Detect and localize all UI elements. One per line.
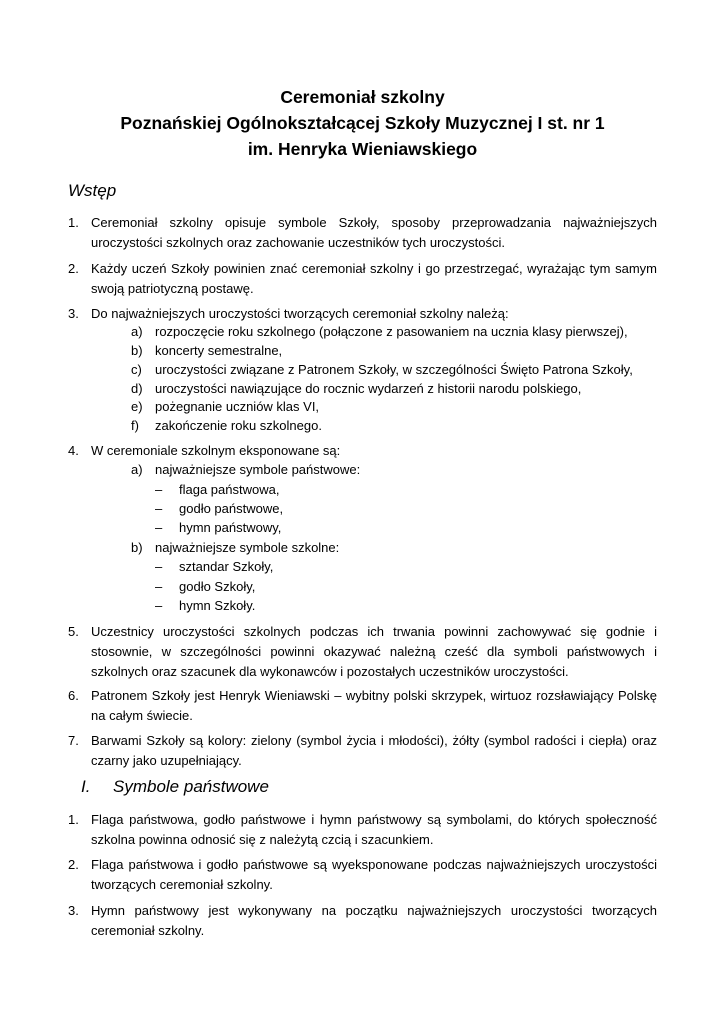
sublist-item [131, 360, 633, 380]
item-text: Ceremoniał szkolny opisuje symbole Szkoły, sposoby przeprowadzania najważniejszych uroczystości szkolnych oraz zachowanie uczestników tych uroczystości. [91, 215, 657, 250]
sublist-item [131, 341, 282, 361]
sublist-item [131, 379, 581, 399]
bullet-text: hymn Szkoły. [179, 598, 256, 613]
intro-item-5 [68, 622, 657, 682]
dash-bullet: – [155, 559, 163, 574]
sublist-label: a) [131, 462, 143, 477]
bullet-text: flaga państwowa, [179, 482, 280, 497]
sublist-item [131, 416, 322, 436]
intro-item-2 [68, 259, 657, 299]
sublist-label: b) [131, 343, 143, 358]
item-number: 6. [68, 688, 79, 703]
item-text: Każdy uczeń Szkoły powinien znać ceremoniał szkolny i go przestrzegać, wyrażając tym samym swoją patriotyczną postawę. [91, 261, 657, 296]
title-line-1: Ceremoniał szkolny [280, 87, 445, 107]
bullet-text: godło państwowe, [179, 501, 284, 516]
sublist-item [131, 538, 339, 558]
intro-item-6 [68, 686, 657, 726]
item-number: 1. [68, 215, 79, 230]
section-1-item-2 [68, 855, 657, 895]
section-1-item-3 [68, 901, 657, 941]
sublist-label: d) [131, 381, 143, 396]
item-text: Do najważniejszych uroczystości tworzących ceremoniał szkolny należą: [91, 306, 509, 321]
item-text: Uczestnicy uroczystości szkolnych podczas ich trwania powinni zachowywać się godnie i stosownie, w szczególności powinni okazywać należną cześć dla symboli państwowych i szkolnych oraz szacunek dla wykonawców i pozostałych uczestników uroczystości. [91, 624, 657, 679]
dash-bullet: – [155, 501, 163, 516]
sublist-item [131, 397, 319, 417]
bullet-item [155, 480, 279, 500]
title-line-3: im. Henryka Wieniawskiego [247, 139, 478, 159]
item-number: 1. [68, 812, 79, 827]
sublist-text: rozpoczęcie roku szkolnego (połączone z pasowaniem na ucznia klasy pierwszej), [155, 324, 628, 339]
sublist-label: e) [131, 399, 143, 414]
title-line-2: Poznańskiej Ogólnokształcącej Szkoły Muzycznej I st. nr 1 [120, 113, 605, 133]
item-number: 5. [68, 624, 79, 639]
bullet-text: hymn państwowy, [179, 520, 282, 535]
intro-heading: Wstęp [68, 181, 117, 200]
item-number: 7. [68, 733, 79, 748]
item-text: Hymn państwowy jest wykonywany na początku najważniejszych uroczystości tworzących ceremoniał szkolny. [91, 903, 657, 938]
sublist-text: pożegnanie uczniów klas VI, [155, 399, 320, 414]
sublist-label: a) [131, 324, 143, 339]
sublist-item [131, 460, 360, 480]
sublist-text: zakończenie roku szkolnego. [155, 418, 322, 433]
sublist-text: najważniejsze symbole szkolne: [155, 540, 340, 555]
bullet-item [155, 557, 273, 577]
bullet-item [155, 577, 255, 597]
bullet-item [155, 499, 283, 519]
sublist-text: koncerty semestralne, [155, 343, 283, 358]
sublist-text: uroczystości nawiązujące do rocznic wydarzeń z historii narodu polskiego, [155, 381, 582, 396]
bullet-text: sztandar Szkoły, [179, 559, 274, 574]
section-title: Symbole państwowe [113, 777, 269, 796]
intro-item-1 [68, 213, 657, 253]
intro-item-3 [68, 304, 657, 324]
document-title [0, 84, 725, 162]
item-number: 3. [68, 306, 79, 321]
dash-bullet: – [155, 598, 163, 613]
item-text: Flaga państwowa, godło państwowe i hymn państwowy są symbolami, do których społeczność szkolna powinna odnosić się z należytą czcią i szacunkiem. [91, 812, 657, 847]
item-number: 4. [68, 443, 79, 458]
section-number: I. [81, 777, 91, 796]
item-number: 2. [68, 261, 79, 276]
sublist-label: c) [131, 362, 142, 377]
dash-bullet: – [155, 579, 163, 594]
item-text: Patronem Szkoły jest Henryk Wieniawski – wybitny polski skrzypek, wirtuoz rozsławiający Polskę na całym świecie. [91, 688, 657, 723]
dash-bullet: – [155, 482, 163, 497]
bullet-item [155, 518, 281, 538]
item-number: 3. [68, 903, 79, 918]
item-text: Flaga państwowa i godło państwowe są wyeksponowane podczas najważniejszych uroczystości tworzących ceremoniał szkolny. [91, 857, 657, 892]
section-1-item-1 [68, 810, 657, 850]
item-number: 2. [68, 857, 79, 872]
bullet-item [155, 596, 255, 616]
bullet-text: godło Szkoły, [179, 579, 256, 594]
intro-item-7 [68, 731, 657, 771]
dash-bullet: – [155, 520, 163, 535]
section-1-heading [81, 776, 269, 798]
sublist-text: uroczystości związane z Patronem Szkoły, w szczególności Święto Patrona Szkoły, [155, 362, 633, 377]
sublist-label: f) [131, 418, 139, 433]
item-text: W ceremoniale szkolnym eksponowane są: [91, 443, 341, 458]
item-text: Barwami Szkoły są kolory: zielony (symbol życia i młodości), żółty (symbol radości i ciepła) oraz czarny jako uzupełniający. [91, 733, 657, 768]
sublist-label: b) [131, 540, 143, 555]
intro-item-4 [68, 441, 657, 461]
sublist-text: najważniejsze symbole państwowe: [155, 462, 361, 477]
sublist-item [131, 322, 628, 342]
